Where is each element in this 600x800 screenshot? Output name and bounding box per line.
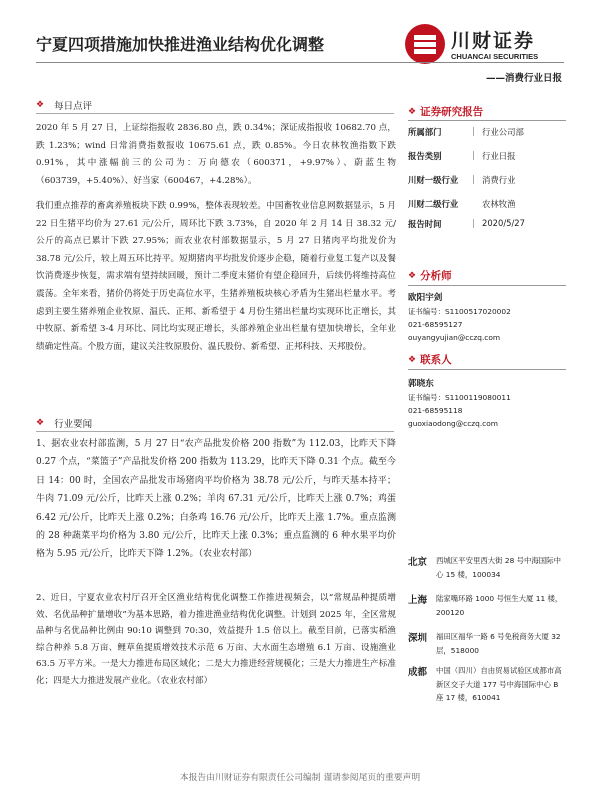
analyst-card (408, 292, 511, 344)
analyst-name: 欧阳宇剑 (408, 293, 443, 303)
diamond-bullet-icon: ❖ (408, 354, 417, 365)
diamond-bullet-icon: ❖ (408, 106, 417, 117)
logo-mark-icon (405, 24, 445, 64)
analyst-email[interactable]: ouyangyujian@cczq.com (408, 333, 501, 342)
info-row-industry-level1: 川财一级行业 | 消费行业 (408, 174, 516, 185)
sidebar-divider (408, 120, 566, 121)
contact-card (408, 378, 511, 430)
report-title: 宁夏四项措施加快推进渔业结构优化调整 (36, 35, 325, 54)
paragraph-news-prices: 1、据农业农村部监测，5 月 27 日“农产品批发价格 200 指数”为 112.03，比昨天下降 0.27 个点，“菜篮子”产品批发价格 200 指数为 113.29，比昨天下降 0.31 个点。截至今日 14：00 时，全国农产品批发市场猪肉平均价格为 38.78 元/公斤，与昨天基本持平；牛肉 71.09 元/公斤，比昨天上涨 0.2%；羊肉 67.31 元/公斤，比昨天上涨 0.7%；鸡蛋 6.42 元/公斤，比昨天上涨 0.2%；白条鸡 16.76 元/公斤，比昨天上涨 1.7%。重点监测的 28 种蔬菜平均价格为 3.80 元/公斤，比昨天上涨 0.3%；重点监测的 6 种水果平均价格为 5.95 元/公斤，比昨天下降 1.2%。（农业农村部） (36, 439, 396, 560)
info-row-department: 所属部门 | 行业公司部 (408, 126, 524, 137)
info-row-industry-level2: 川财二级行业 农林牧渔 (408, 199, 516, 209)
section-heading-daily-comment: ❖ 每日点评 (36, 100, 93, 112)
sidebar-divider (408, 369, 566, 370)
report-subtitle: ——消费行业日报 (485, 73, 562, 84)
contact-name: 郭晓东 (408, 379, 434, 389)
paragraph-market-summary: 2020 年 5 月 27 日，上证综指报收 2836.80 点，跌 0.34%；深证成指报收 10682.70 点，跌 1.23%；wind 日常消费指数报收 10675.61 点，跌 0.85%。今日农林牧渔指数下跌 0.91%，其中涨幅前三的公司为：万向德农（600371，+9.97%）、蔚蓝生物（603739，+5.40%）、好当家（600467，+4.28%）。 (36, 123, 396, 186)
section-divider (36, 113, 394, 114)
footer-disclaimer: 本报告由川财证券有限责任公司编制 谨请参阅尾页的重要声明 (179, 773, 421, 783)
sidebar-heading-report: ❖ 证券研究报告 (408, 106, 484, 118)
office-shenzhen: 深圳 福田区福华一路 6 号免税商务大厦 32 层，518000 (408, 632, 561, 655)
logo-chinese-name: 川财证券 (451, 30, 536, 52)
contact-email[interactable]: guoxiaodong@cczq.com (408, 419, 498, 428)
office-chengdu: 成都 中国（四川）自由贸易试验区成都市高新区交子大道 177 号中海国际中心 B 座 17 楼，610041 (408, 666, 562, 703)
sidebar-divider (408, 285, 566, 286)
section-heading-industry-news: ❖ 行业要闻 (36, 418, 93, 430)
analyst-cert: 证书编号：S1100517020002 (408, 307, 511, 316)
diamond-bullet-icon: ❖ (36, 100, 45, 110)
contact-cert: 证书编号：S1100119080011 (408, 393, 511, 402)
section-divider (36, 431, 394, 432)
analyst-phone: 021-68595127 (408, 320, 463, 329)
sidebar-heading-analyst: ❖ 分析师 (408, 270, 452, 282)
info-row-report-date: 报告时间 | 2020/5/27 (408, 218, 525, 229)
contact-phone: 021-68595118 (408, 406, 463, 415)
diamond-bullet-icon: ❖ (408, 270, 417, 281)
paragraph-livestock-analysis: 我们重点推荐的畜禽养殖板块下跌 0.99%，整体表现较差。中国畜牧业信息网数据显示，5 月 22 日生猪平均价为 27.61 元/公斤，周环比下跌 3.73%，自 2020 年 2 月 14 日 38.32 元/公斤的高点已累计下跌 27.95%；而农业农村部数据显示，5 月 27 日猪肉平均批发价为 38.78 元/公斤，较上周五环比持平。短期猪肉平均批发价逐步企稳，随着行业复工复产以及餐饮消费逐步恢复，需求端有望持续回暖，预计二季度末猪价有望企稳回升，后续仍将维持高位震荡。全年来看，猪价仍将处于历史高位水平，生猪养殖板块核心矛盾为生猪出栏量水平。考虑到主要生猪养殖企业牧原、温氏、正邦、新希望于 4 月份生猪出栏量均实现环比正增长，其中牧原、新希望 3-4 月环比、同比均实现正增长，头部养殖企业出栏量有望加快增长，全年业绩确定性高。个股方面，建议关注牧原股份、温氏股份、新希望、正邦科技、天邦股份。 (36, 201, 396, 352)
paragraph-news-ningxia: 2、近日，宁夏农业农村厅召开全区渔业结构优化调整工作推进视频会，以“常规品种提质增效、名优品种扩量增收”为基本思路，着力推进渔业结构优化调整。计划到 2025 年，全区常规品种与名优品种比例由 90:10 调整到 70:30，效益提升 1.5 倍以上。截至目前，已落实稻渔综合种养 5.8 万亩、鲤草鱼提质增效技术示范 6 万亩、大水面生态增殖 6.1 万亩、设施渔业 63.5 万平方米。一是大力推进布局区域化；二是大力推进经营规模化；三是大力推进生产标准化；四是大力推进发展产业化。（农业农村部） (36, 593, 396, 686)
office-beijing: 北京 西城区平安里西大街 28 号中海国际中心 15 楼，100034 (408, 556, 561, 579)
logo-english-name: CHUANCAI SECURITIES (451, 52, 539, 61)
diamond-bullet-icon: ❖ (36, 418, 45, 428)
office-shanghai: 上海 陆家嘴环路 1000 号恒生大厦 11 楼，200120 (408, 594, 563, 617)
header-divider (36, 62, 564, 63)
info-row-category: 报告类别 | 行业日报 (408, 150, 516, 161)
sidebar-heading-contact: ❖ 联系人 (408, 354, 452, 366)
